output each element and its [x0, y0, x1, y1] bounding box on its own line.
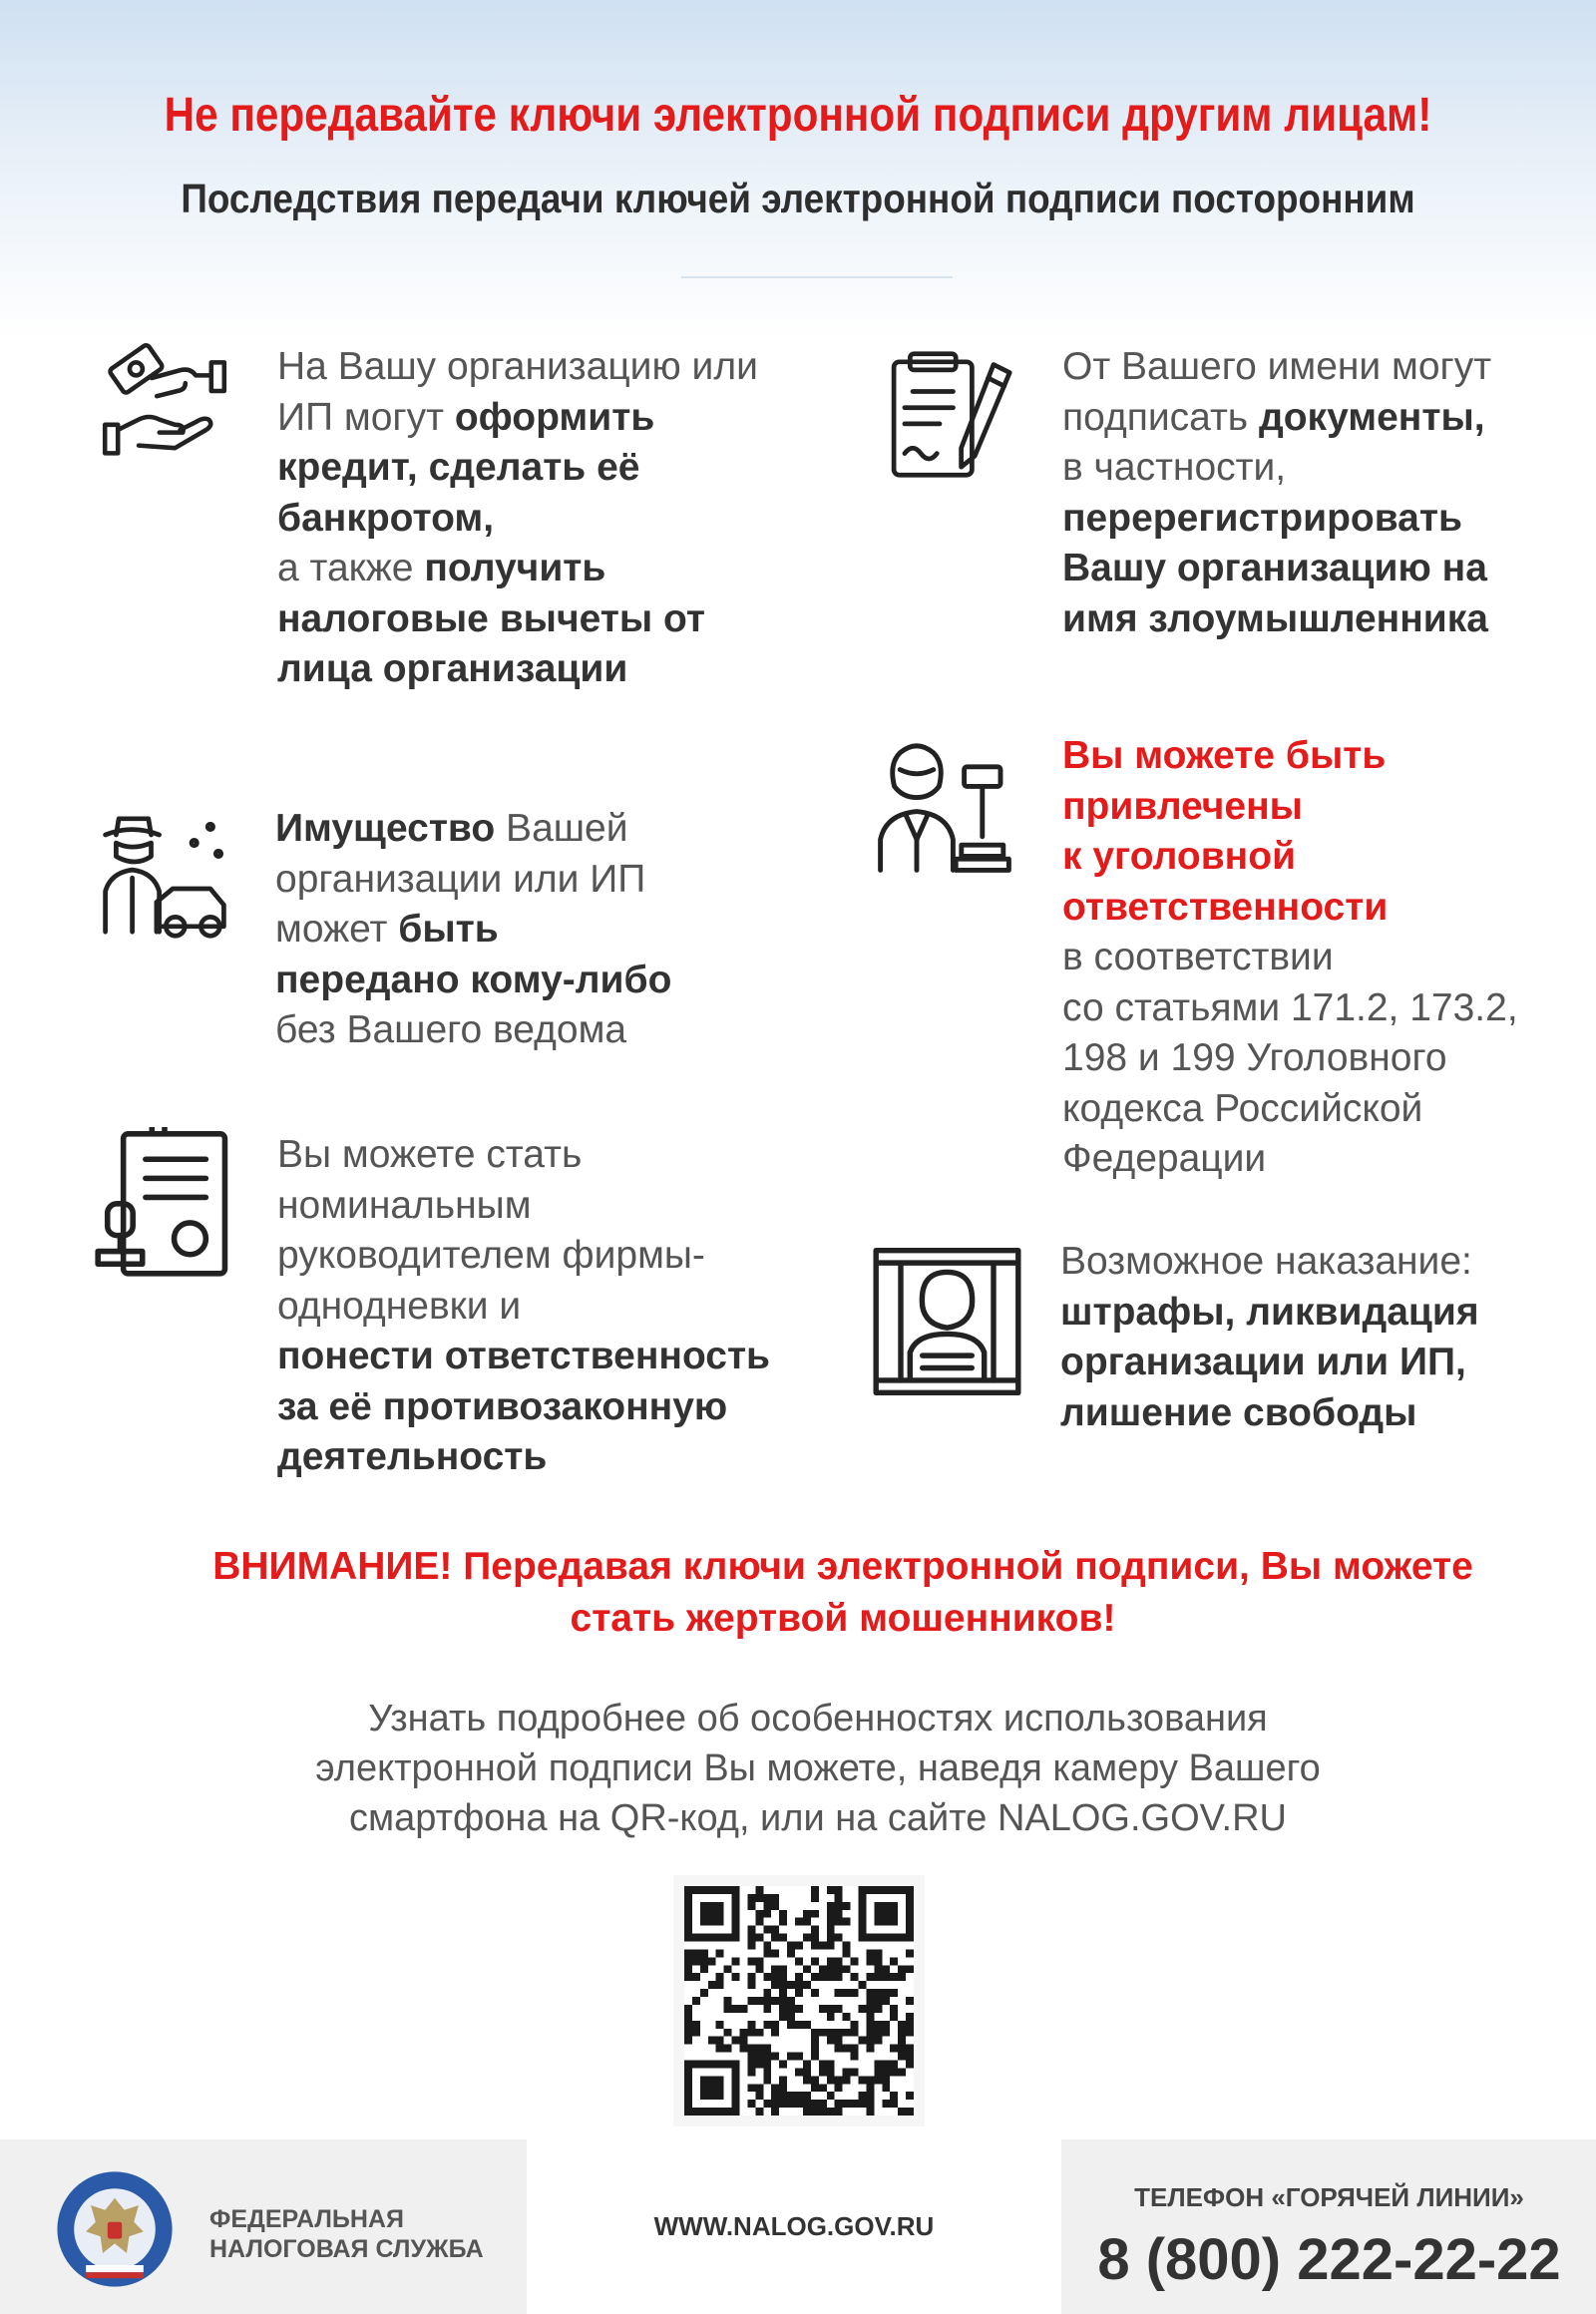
item-text-punishment — [1060, 1237, 1479, 1438]
page-subtitle: Последствия передачи ключей электронной подписи посторонним — [181, 176, 1415, 221]
text-segment: Имущество — [275, 807, 496, 850]
item-text-nominal-director — [277, 1130, 770, 1483]
text-line — [275, 1005, 671, 1056]
text-line — [277, 644, 758, 695]
text-line — [1062, 1134, 1518, 1185]
info-line: электронной подписи Вы можете, наведя камеру Вашего — [315, 1747, 1321, 1789]
text-segment: передано кому-либо — [275, 958, 672, 1001]
text-segment: Вашей — [495, 807, 628, 850]
text-line — [1062, 731, 1518, 782]
text-segment: организации или ИП, — [1060, 1341, 1466, 1383]
hotline-label: ТЕЛЕФОН «ГОРЯЧЕЙ ЛИНИИ» — [1134, 2182, 1524, 2212]
document-stamp-icon — [95, 1127, 234, 1287]
text-line — [1060, 1338, 1479, 1388]
text-segment: документы, — [1258, 395, 1485, 439]
info-line: Узнать подробнее об особенностях использования — [368, 1698, 1268, 1739]
attention-line: стать жертвой мошенников! — [570, 1597, 1116, 1640]
text-segment: а также — [277, 547, 425, 589]
website-link[interactable]: WWW.NALOG.GOV.RU — [653, 2211, 935, 2241]
text-segment: имя злоумышленника — [1062, 596, 1488, 640]
text-segment: ответственности — [1062, 885, 1389, 929]
text-line — [1062, 1084, 1518, 1135]
text-line — [1062, 1033, 1518, 1084]
text-line — [277, 1181, 770, 1232]
text-segment: 198 и 199 Уголовного — [1062, 1036, 1447, 1079]
text-segment: может — [275, 908, 399, 951]
item-text-credit — [277, 342, 758, 695]
info-line: смартфона на QR-код, или на сайте NALOG.GOV.RU — [349, 1797, 1287, 1839]
text-line — [275, 905, 671, 956]
text-segment: Возможное наказание: — [1060, 1240, 1472, 1283]
text-segment: руководителем фирмы- — [277, 1234, 705, 1277]
text-line — [277, 1432, 770, 1483]
text-line — [1060, 1388, 1479, 1439]
text-line — [1062, 782, 1518, 833]
text-line — [1062, 983, 1518, 1034]
text-line — [1060, 1288, 1479, 1339]
text-line — [277, 443, 758, 494]
text-segment: штрафы, ликвидация — [1060, 1290, 1479, 1334]
text-segment: лишение свободы — [1060, 1390, 1417, 1434]
text-segment: без Вашего ведома — [275, 1008, 627, 1051]
text-segment: понести ответственность — [277, 1335, 771, 1377]
text-segment: однодневки и — [277, 1284, 522, 1328]
text-line — [277, 494, 758, 545]
page-title: Не передавайте ключи электронной подписи другим лицам! — [164, 89, 1432, 142]
text-line — [277, 544, 758, 594]
text-line — [277, 1231, 770, 1282]
agency-name-line: ФЕДЕРАЛЬНАЯ — [209, 2205, 404, 2233]
text-line — [1062, 594, 1491, 645]
text-line — [1062, 933, 1518, 983]
signing-document-icon — [886, 351, 1020, 486]
header-background — [0, 0, 1596, 339]
attention-line: ВНИМАНИЕ! Передавая ключи электронной подписи, Вы можете — [212, 1545, 1473, 1588]
qr-code[interactable] — [673, 1875, 925, 2126]
hotline-phone[interactable]: 8 (800) 222-22-22 — [1097, 2227, 1561, 2292]
text-line — [1062, 883, 1518, 934]
text-segment: получить — [424, 547, 606, 589]
text-line — [1062, 342, 1491, 393]
text-line — [275, 804, 671, 855]
text-line — [1062, 544, 1491, 594]
text-segment: От Вашего имени могут — [1062, 345, 1492, 388]
text-line — [277, 594, 758, 645]
divider — [681, 276, 953, 278]
text-segment: На Вашу организацию или — [277, 345, 758, 388]
text-segment: оформить — [454, 395, 655, 439]
thief-car-icon — [95, 808, 234, 943]
text-segment: Федерации — [1062, 1137, 1267, 1180]
text-segment: номинальным — [277, 1183, 532, 1227]
text-line — [277, 1332, 770, 1382]
text-segment: Вы можете стать — [277, 1133, 583, 1176]
text-segment: кредит, сделать её — [277, 446, 640, 489]
info-text — [0, 1694, 1596, 1843]
text-line — [277, 1282, 770, 1333]
text-line — [275, 956, 671, 1006]
text-line — [277, 393, 758, 444]
text-segment: Вашу организацию на — [1062, 547, 1487, 589]
text-segment: лица организации — [277, 647, 628, 690]
text-line — [277, 1382, 770, 1433]
item-text-criminal-liability — [1062, 731, 1518, 1185]
text-line — [275, 855, 671, 906]
text-segment: банкротом, — [277, 496, 495, 540]
item-text-documents — [1062, 342, 1491, 644]
text-segment: подписать — [1062, 395, 1259, 439]
text-segment: привлечены — [1062, 784, 1303, 828]
footer — [0, 2139, 1596, 2314]
judge-gavel-icon — [870, 736, 1019, 876]
text-segment: за её противозаконную — [277, 1384, 728, 1428]
text-segment: со статьями 171.2, 173.2, — [1062, 985, 1518, 1029]
text-segment: деятельность — [277, 1435, 548, 1478]
text-line — [1062, 393, 1491, 444]
text-line — [277, 1130, 770, 1181]
text-segment: в частности, — [1062, 446, 1287, 489]
fns-emblem-logo — [55, 2169, 175, 2289]
text-segment: Вы можете быть — [1062, 734, 1387, 777]
text-segment: быть — [398, 908, 499, 951]
text-line — [1060, 1237, 1479, 1288]
text-segment: ИП могут — [277, 395, 455, 439]
website-panel — [527, 2139, 1061, 2314]
text-line — [1062, 832, 1518, 883]
text-segment: кодекса Российской — [1062, 1086, 1423, 1130]
attention-warning — [0, 1541, 1596, 1645]
text-line — [277, 342, 758, 393]
handing-money-icon — [100, 339, 229, 469]
text-segment: налоговые вычеты от — [277, 596, 705, 640]
agency-name — [209, 2204, 484, 2264]
text-line — [1062, 443, 1491, 494]
text-segment: в соответствии — [1062, 936, 1334, 978]
agency-name-line: НАЛОГОВАЯ СЛУЖБА — [209, 2235, 484, 2263]
text-segment: организации или ИП — [275, 857, 646, 901]
text-segment: к уголовной — [1062, 835, 1297, 878]
item-text-property — [275, 804, 671, 1056]
prisoner-bars-icon — [870, 1242, 1024, 1401]
text-segment: перерегистрировать — [1062, 496, 1462, 540]
text-line — [1062, 494, 1491, 545]
